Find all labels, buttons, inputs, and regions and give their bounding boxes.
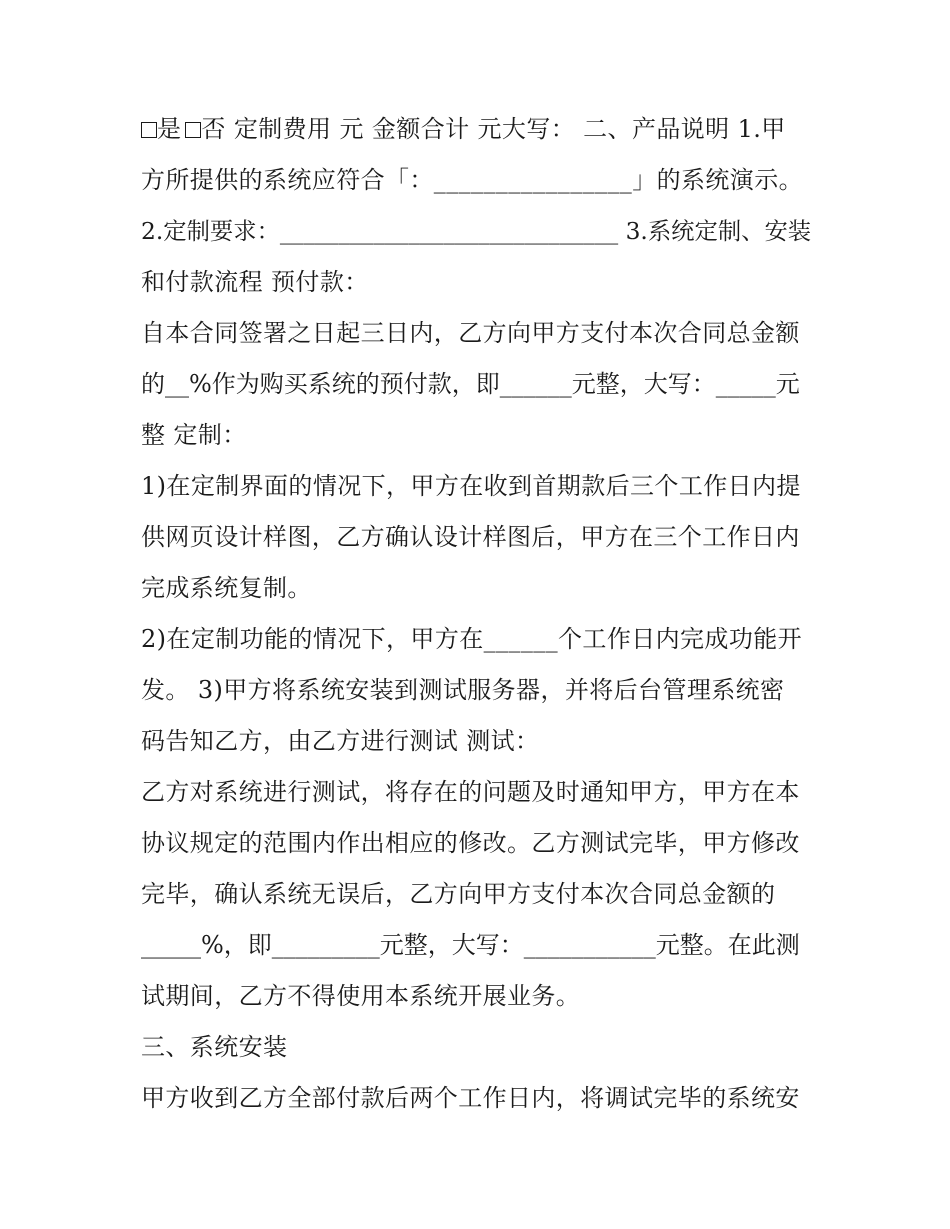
text-line: 和付款流程 预付款： [141,268,369,296]
text-line: 协议规定的范围内作出相应的修改。乙方测试完毕，甲方修改 [141,829,800,857]
text-line: 整 定制： [141,421,247,449]
section-heading: 三、系统安装 [141,1033,288,1061]
checkbox-yes-icon [141,122,157,138]
text-line: 甲方收到乙方全部付款后两个工作日内，将调试完毕的系统安 [141,1084,800,1112]
line-text: 定制费用 元 金额合计 元大写： 二、产品说明 1.甲 [225,115,786,143]
text-line: 码告知乙方，由乙方进行测试 测试： [141,727,540,755]
text-line: 2.定制要求：_____________________________ 3.系统定制、安装 [141,217,812,245]
checkbox-no-label: 否 [201,115,226,143]
text-line: 的__%作为购买系统的预付款，即______元整，大写：_____元 [141,370,800,398]
text-line: 自本合同签署之日起三日内，乙方向甲方支付本次合同总金额 [141,319,800,347]
text-line: 完毕，确认系统无误后，乙方向甲方支付本次合同总金额的 [141,880,776,908]
text-line: 供网页设计样图，乙方确认设计样图后，甲方在三个工作日内 [141,523,800,551]
text-line: 方所提供的系统应符合「：________________」的系统演示。 [141,166,803,194]
text-line: _____%，即_________元整，大写：___________元整。在此测 [141,931,800,959]
checkbox-no-icon [185,122,201,138]
text-line: 1)在定制界面的情况下，甲方在收到首期款后三个工作日内提 [141,472,801,500]
text-line [141,114,786,144]
text-line: 2)在定制功能的情况下，甲方在______个工作日内完成功能开 [141,625,803,653]
text-line: 试期间，乙方不得使用本系统开展业务。 [141,982,581,1010]
checkbox-yes-label: 是 [157,115,182,143]
text-line: 发。 3)甲方将系统安装到测试服务器，并将后台管理系统密 [141,676,785,704]
text-line: 乙方对系统进行测试，将存在的问题及时通知甲方，甲方在本 [141,778,800,806]
text-line: 完成系统复制。 [141,574,312,602]
